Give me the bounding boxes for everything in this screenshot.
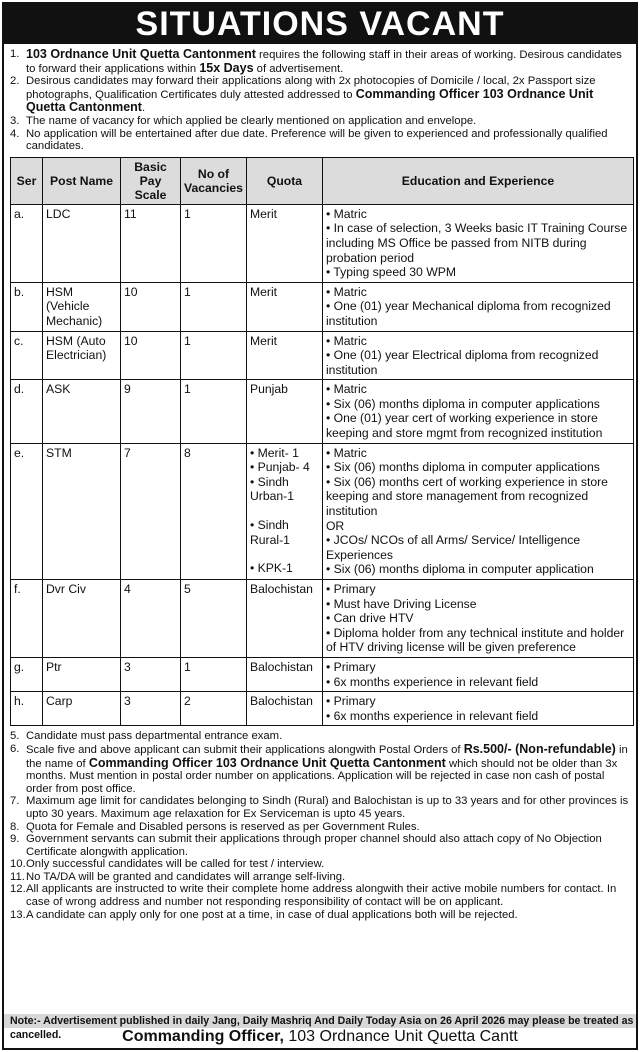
edu-line: • In case of selection, 3 Weeks basic IT Training Course including MS Office be passed from NITB during probation period — [325, 221, 628, 265]
edu-line: • 6x months experience in relevant field — [325, 674, 539, 689]
cell-quota — [246, 204, 322, 282]
cell-vac: 8 — [181, 443, 247, 579]
item-number: 13. — [10, 908, 26, 921]
condition-item — [10, 743, 630, 795]
item-number: 3. — [10, 114, 20, 127]
cell-post: Ptr — [43, 657, 121, 691]
edu-line: • Six (06) months diploma in computer application — [325, 562, 594, 577]
item-number: 8. — [10, 820, 20, 833]
edu-line: • Matric — [325, 206, 367, 221]
condition-item — [10, 833, 630, 858]
cell-quota — [246, 692, 322, 726]
body-text: of advertisement. — [253, 62, 344, 75]
body-text: A candidate can apply only for one post at a time, in case of dual applications both will be rejected. — [26, 908, 518, 921]
cell-post: Carp — [43, 692, 121, 726]
body-text: The name of vacancy for which applied be clearly mentioned on application and envelope. — [26, 114, 477, 127]
cell-post: Dvr Civ — [43, 580, 121, 658]
item-text — [26, 871, 630, 884]
condition-item — [10, 883, 630, 908]
quota-line: Punjab — [249, 382, 288, 397]
item-number: 10. — [10, 858, 26, 871]
body-text: Quota for Female and Disabled persons is reserved as per Government Rules. — [26, 820, 420, 833]
cell-ser: a. — [11, 204, 43, 282]
item-text — [26, 115, 630, 128]
item-number: 9. — [10, 833, 20, 846]
item-text — [26, 821, 630, 834]
edu-line: • Primary — [325, 582, 376, 596]
cell-bps: 9 — [121, 380, 181, 443]
cell-bps: 11 — [121, 204, 181, 282]
edu-line: • Matric — [325, 333, 367, 348]
item-number: 1. — [10, 48, 20, 60]
item-text — [26, 128, 630, 153]
body-text: Government servants can submit their applications through proper channel should also attach copy of No Objection Certificate alongwith application. — [26, 833, 602, 858]
cell-post: LDC — [43, 204, 121, 282]
quota-line: • Punjab- 4 — [249, 460, 310, 475]
item-text — [26, 858, 630, 871]
cell-edu — [322, 204, 633, 282]
item-number: 12. — [10, 883, 26, 896]
quota-line: Merit — [249, 284, 278, 299]
cell-quota — [246, 580, 322, 658]
edu-line: • Matric — [325, 382, 367, 397]
table-row — [11, 380, 634, 443]
body-text: which should not be older than 3x months. Must mention in postal order number on applications. Application will be rejected in case non cash of postal order from post office. — [26, 757, 618, 795]
edu-line: • Primary — [325, 694, 376, 709]
instruction-item — [10, 48, 630, 75]
cell-ser: e. — [11, 443, 43, 579]
column-header: Ser — [11, 157, 43, 204]
quota-line: Merit — [249, 333, 278, 348]
quota-line: Balochistan — [249, 659, 313, 674]
table-header-row — [11, 157, 634, 204]
edu-line: • JCOs/ NCOs of all Arms/ Service/ Intelligence Experiences — [325, 533, 581, 562]
condition-item — [10, 871, 630, 884]
quota-line — [250, 504, 319, 518]
edu-line: • Must have Driving License — [325, 596, 477, 611]
column-header: No of Vacancies — [181, 157, 247, 204]
vacancy-table — [10, 157, 634, 727]
column-header: Education and Experience — [322, 157, 633, 204]
condition-item — [10, 795, 630, 820]
signatory-unit: 103 Ordnance Unit Quetta Cantt — [283, 1028, 518, 1045]
instruction-item — [10, 115, 630, 128]
cell-vac: 2 — [181, 692, 247, 726]
cell-edu — [322, 380, 633, 443]
item-number: 4. — [10, 127, 20, 140]
edu-line: • Matric — [325, 445, 367, 460]
emphasis-text: 103 Ordnance Unit Quetta Cantonment — [26, 47, 256, 61]
cell-ser: f. — [11, 580, 43, 658]
edu-line: • Diploma holder from any technical institute and holder of HTV driving license will be given preference — [325, 625, 625, 655]
cell-quota — [246, 282, 322, 331]
cell-edu — [322, 282, 633, 331]
item-text — [26, 833, 630, 858]
edu-line: • Six (06) months diploma in computer applications — [325, 396, 600, 411]
quota-line: • Sindh Urban-1 — [249, 474, 294, 504]
cell-ser: b. — [11, 282, 43, 331]
signatory-title: Commanding Officer, — [122, 1028, 284, 1045]
emphasis-text: Commanding Officer 103 Ordnance Unit Quetta Cantonment — [26, 86, 594, 115]
quota-line: • Merit- 1 — [249, 445, 299, 460]
edu-line: • Can drive HTV — [325, 611, 414, 626]
body-text: in the name of — [26, 743, 628, 770]
page-title: SITUATIONS VACANT — [4, 4, 636, 44]
cancellation-note: Note:- Advertisement published in daily Jang, Daily Mashriq And Daily Today Asia on 26 April 2026 may please be treated as cancelled. — [4, 1014, 636, 1028]
edu-line: • 6x months experience in relevant field — [325, 708, 539, 723]
condition-item — [10, 821, 630, 834]
edu-line: • Matric — [325, 284, 367, 299]
cell-post: HSM (Auto Electrician) — [43, 331, 121, 380]
table-row — [11, 204, 634, 282]
edu-line: • One (01) year cert of working experience in store keeping and store mgmt from recognized institution — [325, 411, 603, 441]
table-row — [11, 443, 634, 579]
cell-edu — [322, 443, 633, 579]
body-text: No TA/DA will be granted and candidates will arrange self-living. — [26, 870, 346, 883]
edu-line: • One (01) year Electrical diploma from recognized institution — [325, 348, 599, 377]
cell-vac: 5 — [181, 580, 247, 658]
cell-vac: 1 — [181, 331, 247, 380]
cell-vac: 1 — [181, 657, 247, 691]
cell-quota — [246, 331, 322, 380]
quota-line: Merit — [249, 206, 278, 221]
table-row — [11, 331, 634, 380]
column-header: Basic Pay Scale — [121, 157, 181, 204]
edu-line: • Six (06) months cert of working experience in store keeping and store management from recognized institution — [325, 474, 608, 519]
item-text — [26, 75, 630, 115]
body-text: Only successful candidates will be called for test / interview. — [26, 858, 325, 871]
edu-line: • Six (06) months diploma in computer applications — [325, 460, 600, 475]
cell-quota — [246, 443, 322, 579]
item-text — [26, 883, 630, 908]
item-text — [26, 48, 630, 75]
cell-bps: 3 — [121, 692, 181, 726]
cell-bps: 10 — [121, 331, 181, 380]
emphasis-text: Rs.500/- (Non-refundable) — [463, 741, 616, 756]
table-row — [11, 282, 634, 331]
cell-edu — [322, 657, 633, 691]
table-row — [11, 657, 634, 691]
edu-line: OR — [325, 518, 345, 533]
cell-post: STM — [43, 443, 121, 579]
cell-vac: 1 — [181, 282, 247, 331]
advertisement-page — [2, 2, 638, 1050]
cell-ser: d. — [11, 380, 43, 443]
cell-edu — [322, 331, 633, 380]
cell-vac: 1 — [181, 204, 247, 282]
quota-line: Balochistan — [249, 694, 313, 709]
condition-item — [10, 909, 630, 922]
emphasis-text: Commanding Officer 103 Ordnance Unit Quetta Cantonment — [88, 755, 446, 770]
body-text: Scale five and above applicant can submit their applications alongwith Postal Orders of — [26, 743, 464, 756]
cell-bps: 3 — [121, 657, 181, 691]
cell-edu — [322, 580, 633, 658]
instruction-item — [10, 75, 630, 115]
cell-post: ASK — [43, 380, 121, 443]
cell-quota — [246, 657, 322, 691]
terms-and-conditions — [4, 726, 636, 921]
item-number: 6. — [10, 742, 20, 755]
edu-line: • One (01) year Mechanical diploma from recognized institution — [325, 299, 611, 328]
column-header: Post Name — [43, 157, 121, 204]
condition-item — [10, 858, 630, 871]
item-text — [26, 795, 630, 820]
instruction-item — [10, 128, 630, 153]
item-number: 2. — [10, 75, 20, 88]
item-text — [26, 909, 630, 922]
quota-line: • KPK-1 — [249, 561, 293, 576]
cell-edu — [322, 692, 633, 726]
edu-line: • Primary — [325, 659, 376, 674]
item-number: 7. — [10, 795, 20, 808]
emphasis-text: 15x Days — [199, 60, 254, 75]
edu-line: • Typing speed 30 WPM — [325, 265, 456, 280]
table-row — [11, 580, 634, 658]
cell-ser: c. — [11, 331, 43, 380]
cell-bps: 7 — [121, 443, 181, 579]
body-text: Candidate must pass departmental entrance exam. — [26, 730, 283, 743]
column-header: Quota — [246, 157, 322, 204]
cell-bps: 4 — [121, 580, 181, 658]
cell-ser: h. — [11, 692, 43, 726]
cell-bps: 10 — [121, 282, 181, 331]
table-row — [11, 692, 634, 726]
cell-quota — [246, 380, 322, 443]
cell-post: HSM (Vehicle Mechanic) — [43, 282, 121, 331]
item-number: 11. — [10, 870, 25, 883]
body-text: No application will be entertained after due date. Preference will be given to experienced and professionally qualified candidates. — [26, 127, 608, 153]
body-text: Desirous candidates may forward their applications along with 2x photocopies of Domicile / local, 2x Passport size photographs, Qualification Certificates duly attested addressed to — [26, 75, 596, 101]
body-text: All applicants are instructed to write their complete home address alongwith their active mobile numbers for contact. In case of wrong address and number not responding responsibility of contact will be on applicant. — [26, 883, 617, 909]
body-text: requires the following staff in their areas of working. Desirous candidates to forward their applications within — [26, 49, 622, 75]
body-text: . — [141, 102, 146, 115]
cell-vac: 1 — [181, 380, 247, 443]
item-text — [26, 743, 630, 795]
quota-line: Balochistan — [249, 582, 313, 596]
body-text: Maximum age limit for candidates belonging to Sindh (Rural) and Balochistan is up to 33 years and for other provinces is upto 30 years. Maximum age relaxation for Ex Serviceman is upto 45 years. — [26, 795, 629, 820]
item-number: 5. — [10, 730, 20, 743]
quota-line: • Sindh Rural-1 — [249, 518, 290, 547]
intro-instructions — [4, 44, 636, 153]
cell-ser: g. — [11, 657, 43, 691]
signatory — [4, 1026, 636, 1048]
quota-line — [250, 547, 319, 561]
